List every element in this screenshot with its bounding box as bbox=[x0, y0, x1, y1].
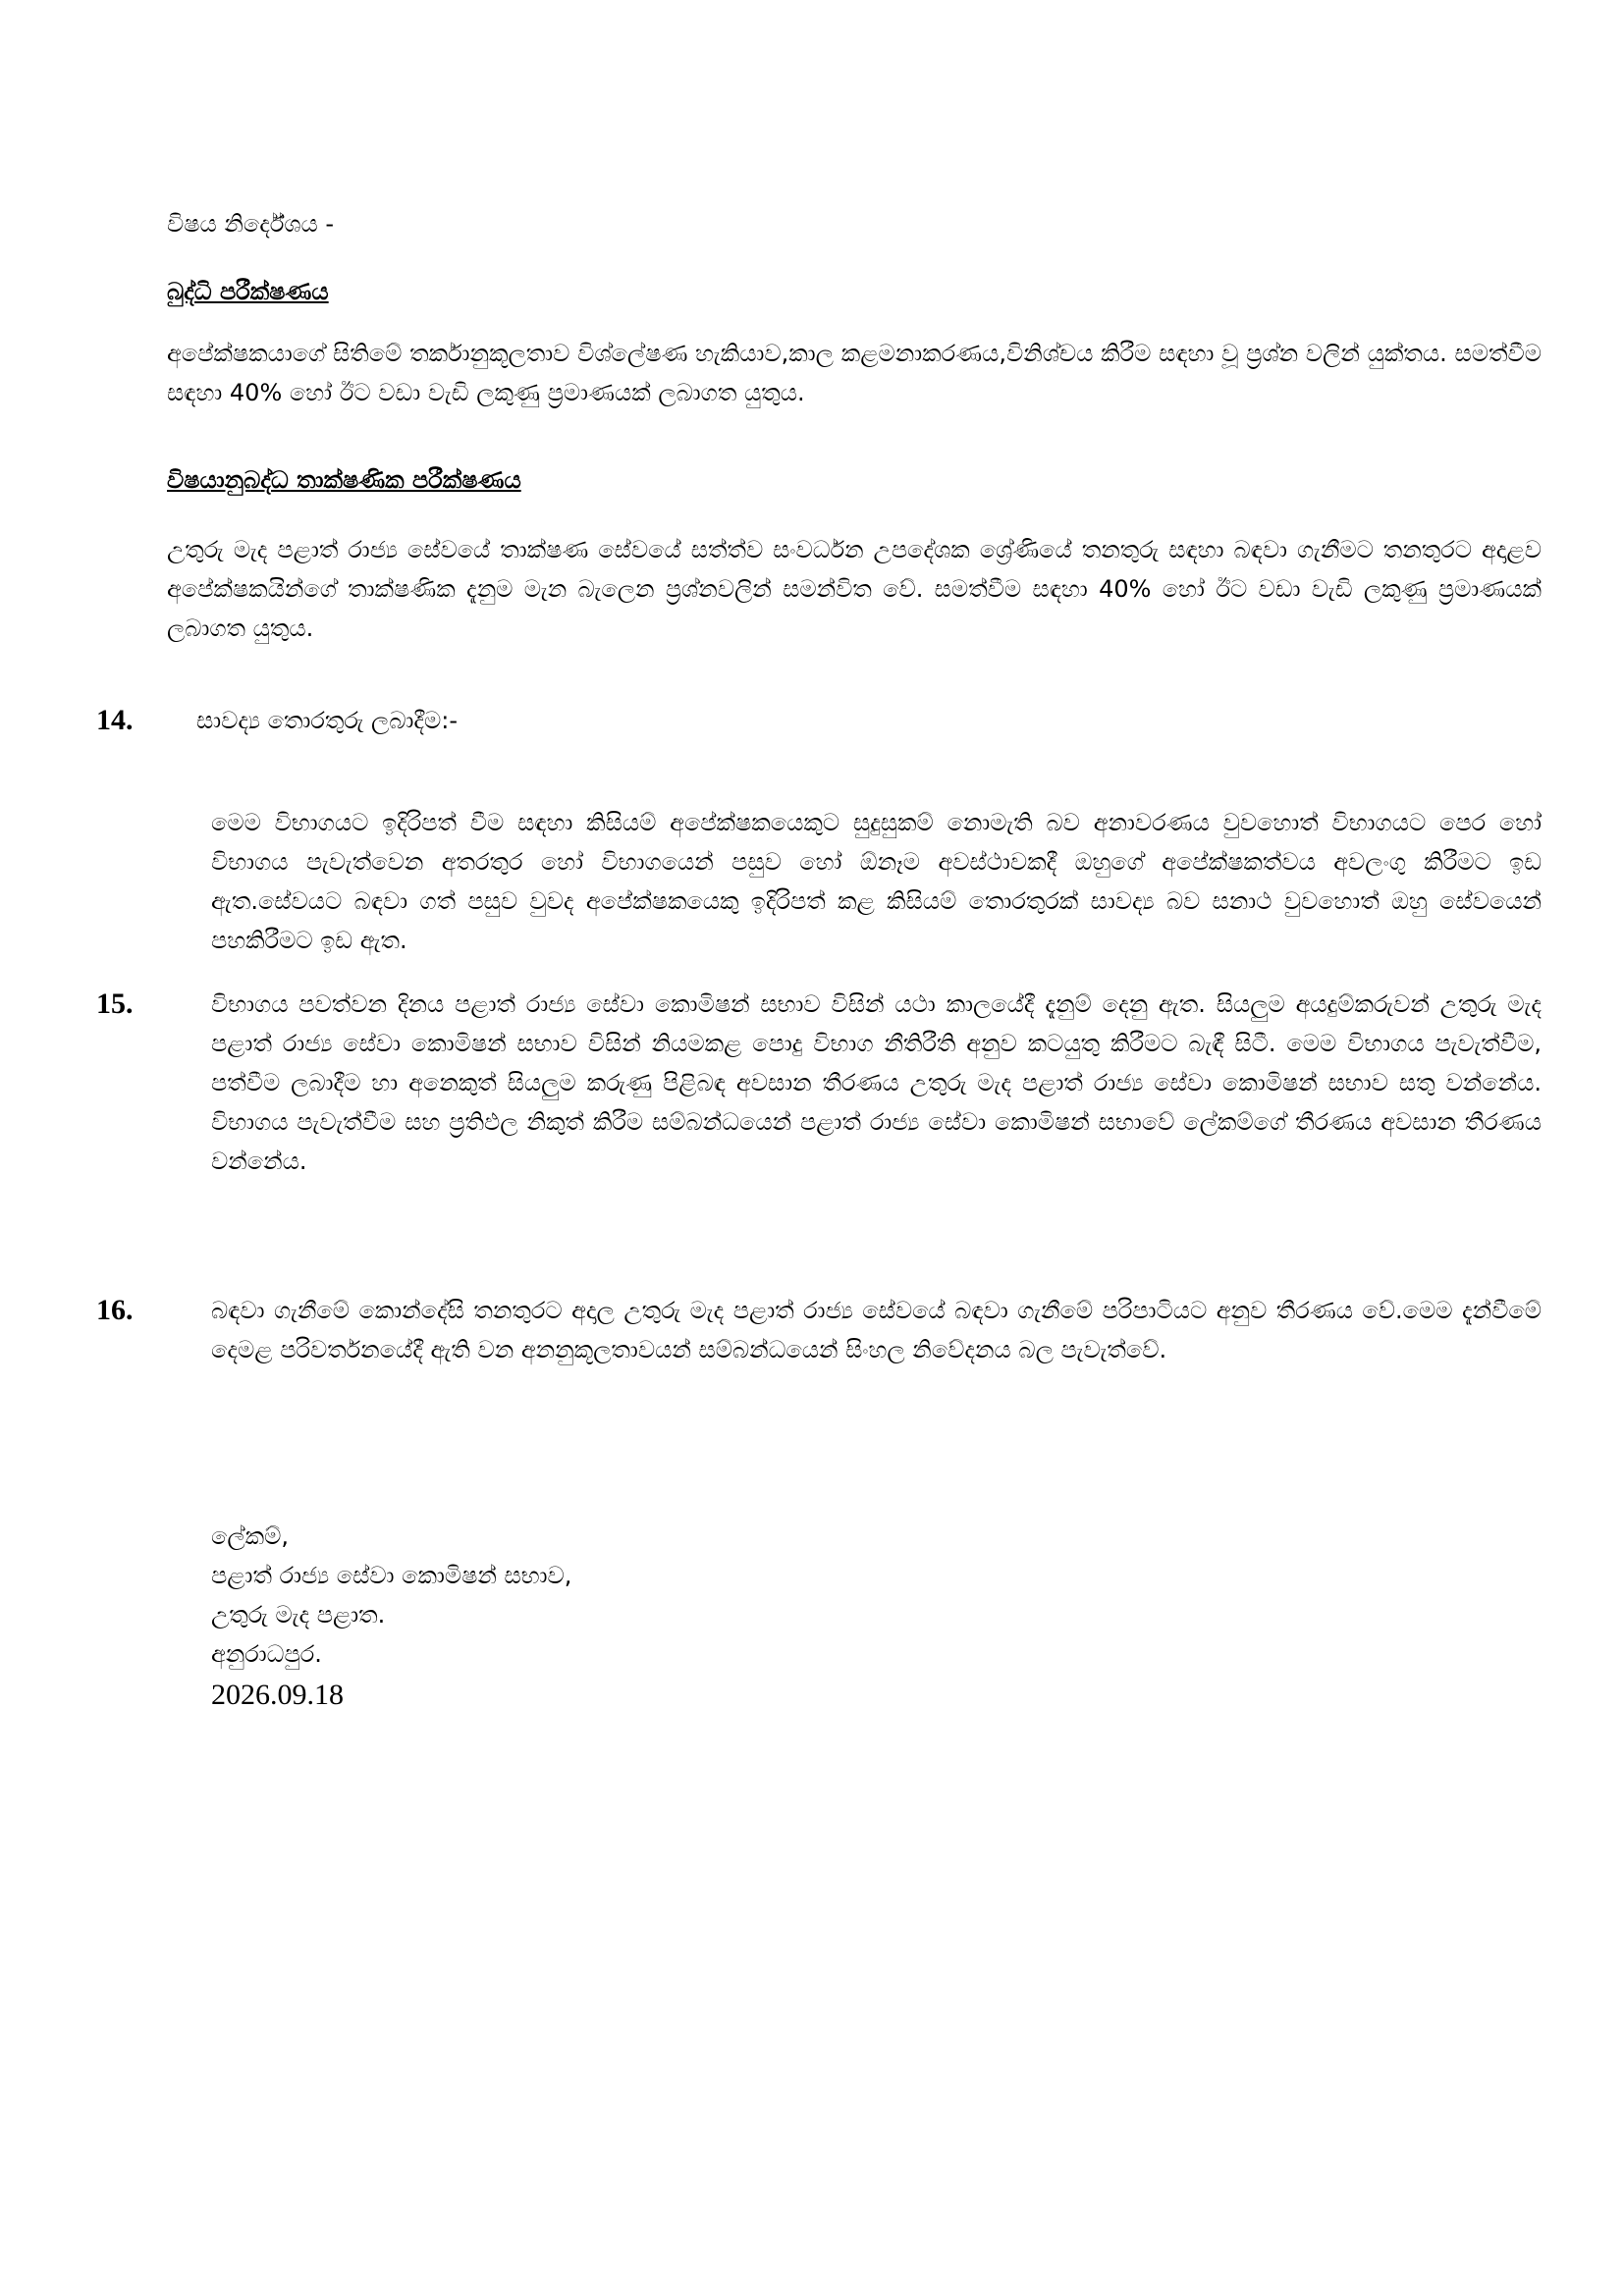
section-15-number: 15. bbox=[96, 988, 134, 1020]
aptitude-test-body: අපේක්ෂකයාගේ සිතිමේ තර්කානුකූලතාව විශ්ලේෂණ හැකියාව,කාල කළමනාකරණය,විනිශ්චය කිරීම සඳහා වූ ප්‍රශ්න වලින් යුක්තය. සමත්වීම සඳහා 40% හෝ ඊට වඩා වැඩි ලකුණු ප්‍රමාණයක් ලබාගත යුතුය. bbox=[167, 340, 1542, 406]
technical-test-heading: විෂයානුබද්ධ තාක්ෂණික පරීක්ෂණය bbox=[167, 466, 521, 494]
technical-test-body: උතුරු මැද පළාත් රාජ්‍ය සේවයේ තාක්ෂණ සේවයේ සත්ත්ව සංවර්ධන උපදේශක ශ්‍රේණියේ තනතුරු සඳහා බඳවා ගැනීමට තනතුරට අදාළව අපේක්ෂකයින්ගේ තාක්ෂණික දැනුම මැන බැලෙන ප්‍රශ්නවලින් සමන්විත වේ. සමත්වීම සඳහා 40% හෝ ඊට වඩා වැඩි ලකුණු ප්‍රමාණයක් ලබාගත යුතුය. bbox=[167, 536, 1542, 642]
section-14-body: මෙම විභාගයට ඉදිරිපත් වීම සඳහා කිසියම් අපේක්ෂකයෙකුට සුදුසුකම් නොමැති බව අනාවරණය වුවහොත් විභාගයට පෙර හෝ විභාගය පැවැත්වෙන අතරතුර හෝ විභාගයෙන් පසුව හෝ ඕනෑම අවස්ථාවකදී ඔහුගේ අපේක්ෂකත්වය අවලංගු කිරීමට ඉඩ ඇත.සේවයට බඳවා ගත් පසුව වුවද අපේක්ෂකයෙකු ඉදිරිපත් කළ කිසියම් තොරතුරක් සාවද්‍ය බව සනාථ වුවහොත් ඔහු සේවයෙන් පහකිරීමට ඉඩ ඇත. bbox=[211, 809, 1542, 954]
section-15-body: විභාගය පවත්වන දිනය පළාත් රාජ්‍ය සේවා කොමිෂන් සභාව විසින් යථා කාලයේදී දැනුම් දෙනු ඇත. සියලුම අයදුම්කරුවන් උතුරු මැද පළාත් රාජ්‍ය සේවා කොමිෂන් සභාව විසින් නියමකළ පොදු විභාග නීතිරීති අනුව කටයුතු කිරීමට බැඳී සිටී. මෙම විභාගය පැවැත්වීම, පත්වීම ලබාදීම හා අනෙකුත් සියලුම කරුණු පිළිබඳ අවසාන තීරණය උතුරු මැද පළාත් රාජ්‍ය සේවා කොමිෂන් සභාව සතු වන්නේය. විභාගය පැවැත්වීම සහ ප්‍රතිඵල නිකුත් කිරීම සම්බන්ධයෙන් පළාත් රාජ්‍ය සේවා කොමිෂන් සභාවේ ලේකම්ගේ තීරණය අවසාන තීරණය වන්නේය. bbox=[211, 990, 1542, 1175]
subject-label: විෂය නිර්දේශය - bbox=[167, 210, 335, 238]
aptitude-test-heading: බුද්ධි පරීක්ෂණය bbox=[167, 278, 329, 305]
signature-organization: පළාත් රාජ්‍ය සේවා කොමිෂන් සභාව, bbox=[211, 1562, 572, 1589]
signature-block bbox=[211, 1517, 1095, 1717]
section-14-title: සාවද්‍ය තොරතුරු ලබාදීම:- bbox=[196, 707, 459, 734]
section-16-number: 16. bbox=[96, 1294, 134, 1326]
signature-title: ලේකම්, bbox=[211, 1522, 290, 1550]
section-16-body: බඳවා ගැනීමේ කොන්දේසි තනතුරට අදාල උතුරු මැද පළාත් රාජ්‍ය සේවයේ බඳවා ගැනීමේ පරිපාටියට අනුව තීරණය වේ.මෙම දැන්වීමේ දෙමළ පරිවර්තනයේදී ඇති වන අනනුකූලතාවයන් සම්බන්ධයෙන් සිංහල නිවේදනය බල පැවැත්වේ. bbox=[211, 1297, 1542, 1363]
section-14-number: 14. bbox=[96, 704, 134, 736]
signature-date: 2026.09.18 bbox=[211, 1679, 344, 1711]
signature-city: අනුරාධපුර. bbox=[211, 1640, 322, 1668]
signature-province: උතුරු මැද පළාත. bbox=[211, 1601, 386, 1629]
